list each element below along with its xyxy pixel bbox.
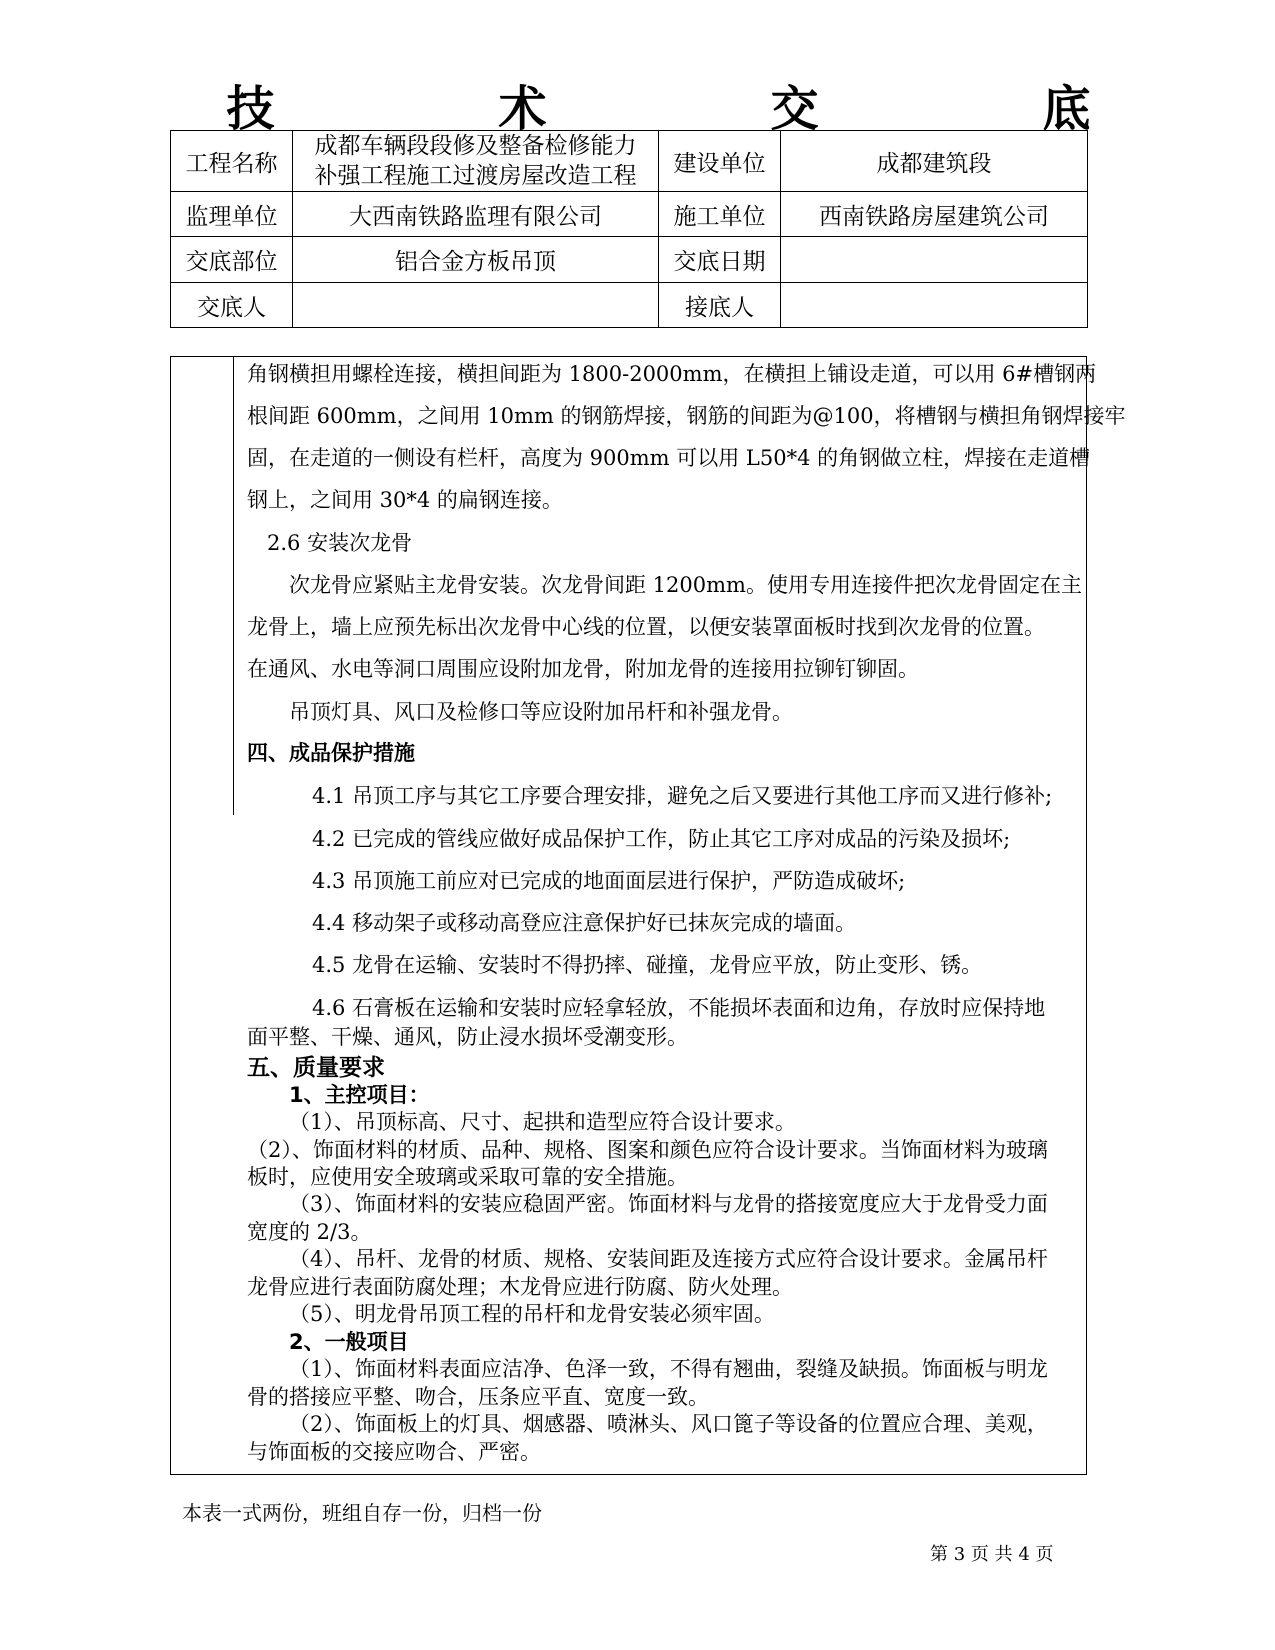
receiver-value (781, 283, 1088, 328)
para1-line2: 根间距 600mm，之间用 10mm 的钢筋焊接，钢筋的间距为@100，将槽钢与横担角钢焊接牢 (247, 404, 1126, 428)
location-value: 铝合金方板吊顶 (293, 237, 659, 283)
header-table (170, 130, 1088, 328)
supervisor-value: 大西南铁路监理有限公司 (293, 192, 659, 237)
column-divider (233, 357, 234, 415)
project-name-line1: 成都车辆段段修及整备检修能力 (314, 133, 637, 159)
footer-note: 本表一式两份，班组自存一份，归档一份 (182, 1501, 542, 1525)
item-4-6-line2: 面平整、干燥、通风，防止浸水损坏受潮变形。 (247, 1025, 688, 1049)
main-item-3-line2: 宽度的 2/3。 (247, 1220, 372, 1244)
document-title: 技 术 交 底 (226, 81, 1179, 137)
contractor-value: 西南铁路房屋建筑公司 (781, 192, 1088, 237)
heading-4: 四、成品保护措施 (247, 741, 415, 765)
supervisor-label: 监理单位 (171, 192, 293, 237)
main-item-4-line2: 龙骨应进行表面防腐处理；木龙骨应进行防腐、防火处理。 (247, 1275, 793, 1299)
main-item-5: （5）、明龙骨吊顶工程的吊杆和龙骨安装必须牢固。 (289, 1302, 775, 1326)
column-divider-lower (233, 415, 234, 815)
owner-label: 建设单位 (659, 131, 781, 192)
main-item-2-line1: （2）、饰面材料的材质、品种、规格、图案和颜色应符合设计要求。当饰面材料为玻璃 (247, 1138, 1048, 1162)
para3: 吊顶灯具、风口及检修口等应设附加吊杆和补强龙骨。 (289, 700, 793, 724)
giver-value (293, 283, 659, 328)
general-item-1-line1: （1）、饰面材料表面应洁净、色泽一致，不得有翘曲，裂缝及缺损。饰面板与明龙 (289, 1357, 1048, 1381)
item-4-4: 4.4 移动架子或移动高登应注意保护好已抹灰完成的墙面。 (312, 911, 857, 935)
item-4-1: 4.1 吊顶工序与其它工序要合理安排，避免之后又要进行其他工序而又进行修补; (312, 784, 1053, 808)
project-name-label: 工程名称 (171, 131, 293, 192)
owner-value: 成都建筑段 (781, 131, 1088, 192)
main-item-1: （1）、吊顶标高、尺寸、起拱和造型应符合设计要求。 (289, 1110, 796, 1134)
main-item-3-line1: （3）、饰面材料的安装应稳固严密。饰面材料与龙骨的搭接宽度应大于龙骨受力面 (289, 1192, 1048, 1216)
main-item-2-line2: 板时，应使用安全玻璃或采取可靠的安全措施。 (247, 1165, 688, 1189)
item-4-6-line1: 4.6 石膏板在运输和安装时应轻拿轻放，不能损坏表面和边角，存放时应保持地 (312, 996, 1046, 1020)
section-2-6: 2.6 安装次龙骨 (267, 531, 413, 555)
project-name-value (293, 131, 659, 192)
date-label: 交底日期 (659, 237, 781, 283)
heading-5-2: 2、一般项目 (289, 1330, 409, 1354)
para2-line1: 次龙骨应紧贴主龙骨安装。次龙骨间距 1200mm。使用专用连接件把次龙骨固定在主 (289, 573, 1082, 597)
para1-line1: 角钢横担用螺栓连接，横担间距为 1800-2000mm，在横担上铺设走道，可以用 6#槽钢两 (247, 362, 1097, 386)
item-4-5: 4.5 龙骨在运输、安装时不得扔摔、碰撞，龙骨应平放，防止变形、锈。 (312, 953, 983, 977)
item-4-3: 4.3 吊顶施工前应对已完成的地面面层进行保护，严防造成破坏; (312, 869, 906, 893)
item-4-2: 4.2 已完成的管线应做好成品保护工作，防止其它工序对成品的污染及损坏; (312, 827, 1011, 851)
receiver-label: 接底人 (659, 283, 781, 328)
para1-line3: 固，在走道的一侧设有栏杆，高度为 900mm 可以用 L50*4 的角钢做立柱，焊接在走道槽 (247, 446, 1091, 470)
contractor-label: 施工单位 (659, 192, 781, 237)
para1-line4: 钢上，之间用 30*4 的扁钢连接。 (247, 488, 563, 512)
project-name-line2: 补强工程施工过渡房屋改造工程 (314, 163, 637, 189)
heading-5: 五、质量要求 (247, 1055, 385, 1081)
location-label: 交底部位 (171, 237, 293, 283)
para2-line3: 在通风、水电等洞口周围应设附加龙骨，附加龙骨的连接用拉铆钉铆固。 (247, 657, 919, 681)
page-number: 第 3 页 共 4 页 (930, 1544, 1054, 1565)
heading-5-1: 1、主控项目： (289, 1083, 430, 1107)
general-item-1-line2: 骨的搭接应平整、吻合，压条应平直、宽度一致。 (247, 1385, 709, 1409)
giver-label: 交底人 (171, 283, 293, 328)
date-value (781, 237, 1088, 283)
main-item-4-line1: （4）、吊杆、龙骨的材质、规格、安装间距及连接方式应符合设计要求。金属吊杆 (289, 1247, 1048, 1271)
general-item-2-line2: 与饰面板的交接应吻合、严密。 (247, 1440, 541, 1464)
general-item-2-line1: （2）、饰面板上的灯具、烟感器、喷淋头、风口篦子等设备的位置应合理、美观， (289, 1412, 1048, 1436)
para2-line2: 龙骨上，墙上应预先标出次龙骨中心线的位置，以便安装罩面板时找到次龙骨的位置。 (247, 615, 1045, 639)
